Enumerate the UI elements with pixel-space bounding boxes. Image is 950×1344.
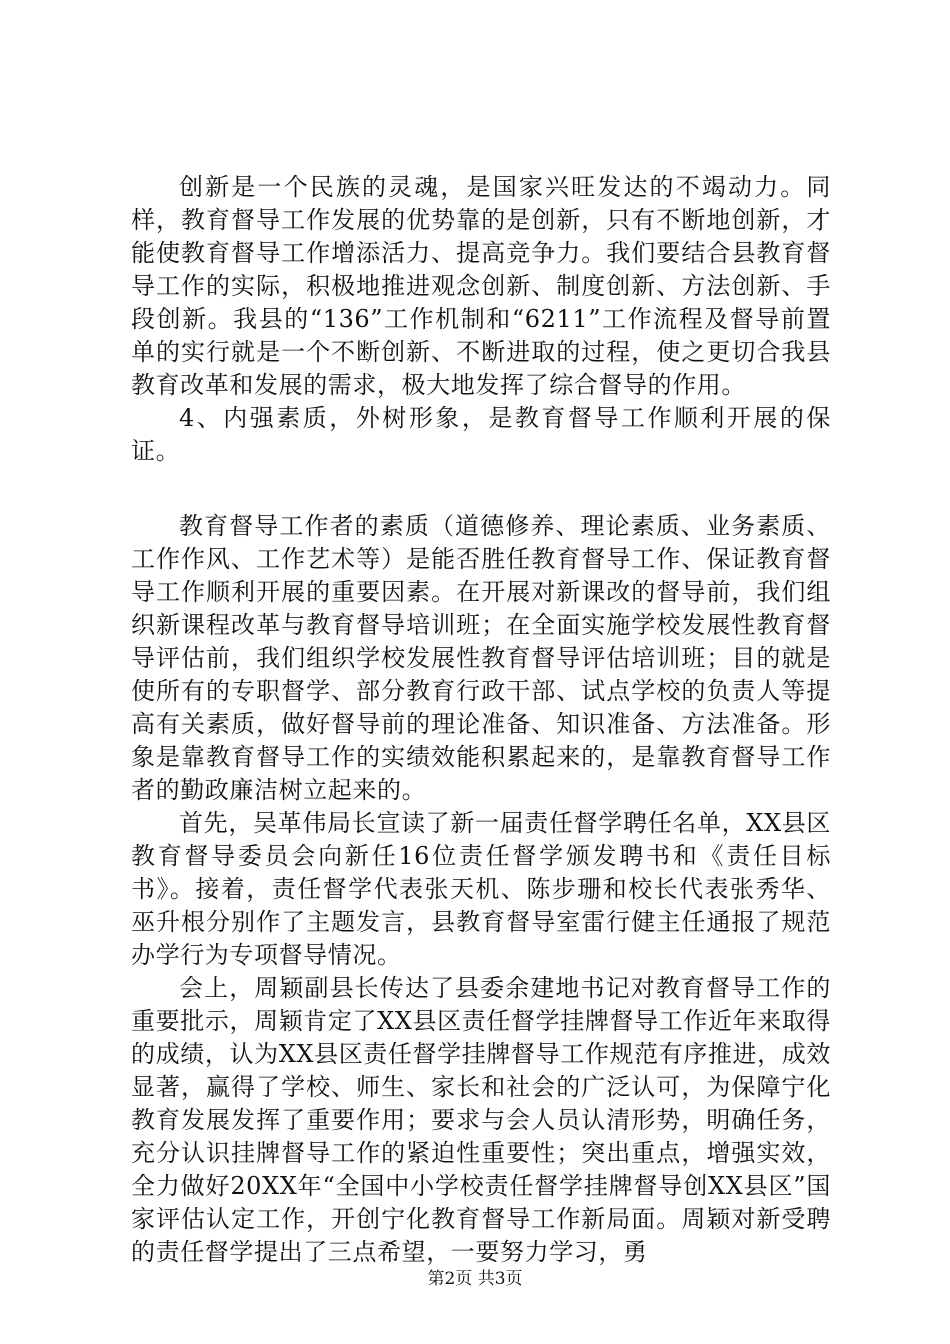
section-heading-quality: 4、内强素质，外树形象，是教育督导工作顺利开展的保证。 bbox=[131, 404, 831, 465]
page-number-footer: 第2页 共3页 bbox=[427, 1269, 523, 1289]
document-body bbox=[131, 171, 831, 1269]
paragraph-meeting: 会上，周颖副县长传达了县委余建地书记对教育督导工作的重要批示，周颖肯定了XX县区责任督学挂牌督导工作近年来取得的成绩，认为XX县区责任督学挂牌督导工作规范有序推进，成效显著，赢得了学校、师生、家长和社会的广泛认可，为保障宁化教育发展发挥了重要作用；要求与会人员认清形势，明确任务，充分认识挂牌督导工作的紧迫性重要性；突出重点，增强实效，全力做好20XX年“全国中小学校责任督学挂牌督导创XX县区”国家评估认定工作，开创宁化教育督导工作新局面。周颖对新受聘的责任督学提出了三点希望，一要努力学习，勇 bbox=[131, 974, 831, 1266]
paragraph-innovation: 创新是一个民族的灵魂，是国家兴旺发达的不竭动力。同样，教育督导工作发展的优势靠的是创新，只有不断地创新，才能使教育督导工作增添活力、提高竞争力。我们要结合县教育督导工作的实际，积极地推进观念创新、制度创新、方法创新、手段创新。我县的“136”工作机制和“6211”工作流程及督导前置单的实行就是一个不断创新、不断进取的过程，使之更切合我县教育改革和发展的需求，极大地发挥了综合督导的作用。 bbox=[131, 173, 831, 399]
paragraph-appointment: 首先，吴革伟局长宣读了新一届责任督学聘任名单，XX县区教育督导委员会向新任16位责任督学颁发聘书和《责任目标书》。接着，责任督学代表张天机、陈步珊和校长代表张秀华、巫升根分别作了主题发言，县教育督导室雷行健主任通报了规范办学行为专项督导情况。 bbox=[131, 809, 831, 969]
paragraph-spacer bbox=[131, 468, 831, 510]
paragraph-supervisor-quality: 教育督导工作者的素质（道德修养、理论素质、业务素质、工作作风、工作艺术等）是能否胜任教育督导工作、保证教育督导工作顺利开展的重要因素。在开展对新课改的督导前，我们组织新课程改革与教育督导培训班；在全面实施学校发展性教育督导评估前，我们组织学校发展性教育督导评估培训班；目的就是使所有的专职督学、部分教育行政干部、试点学校的负责人等提高有关素质，做好督导前的理论准备、知识准备、方法准备。形象是靠教育督导工作的实绩效能积累起来的，是靠教育督导工作者的勤政廉洁树立起来的。 bbox=[131, 512, 831, 804]
